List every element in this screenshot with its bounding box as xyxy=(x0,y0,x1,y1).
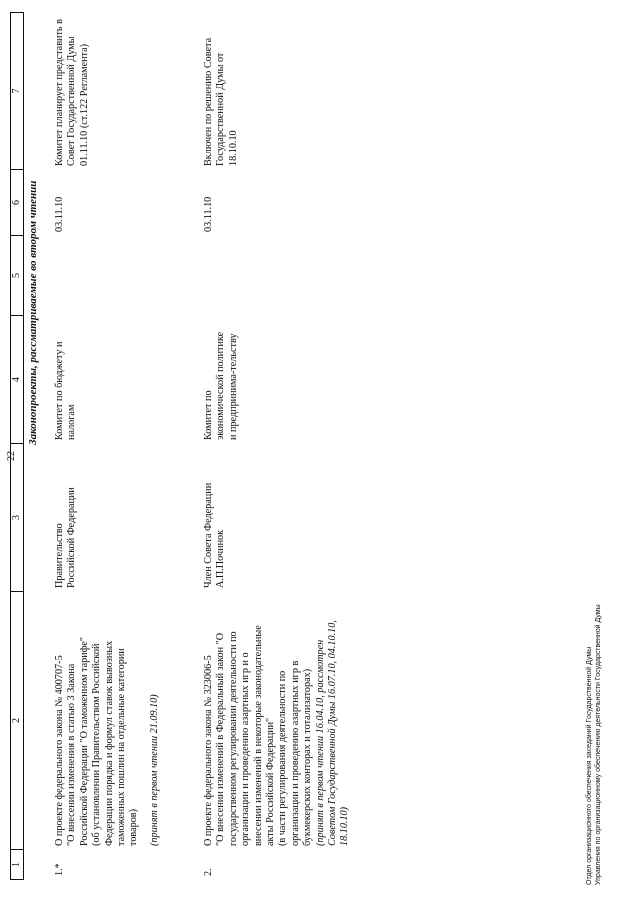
header-col-7: 7 xyxy=(11,88,22,94)
section-title: Законопроекты, рассматриваемые во втором чтении xyxy=(27,180,39,445)
bill-title-line xyxy=(54,614,66,846)
bill-status: (принят в первом чтении 21.09.10) xyxy=(148,694,160,846)
bill-description xyxy=(203,614,352,846)
responsible-committee: Комитет по экономической политике и предпринима-тельству xyxy=(203,331,239,440)
comment: Включен по решению Совета Государственной Думы от 18.10.10 xyxy=(203,37,239,166)
bill-status: (принят в первом чтении 16.04.10, рассмотрен Советом Государственной Думы 16.07.10, 04.10.10, 18.10.10) xyxy=(314,620,351,846)
bill-note: (об установлении Правительством Российской Федерации порядка и формул ставок вывозных таможенных пошлин на отдельные категории товаров) xyxy=(91,640,140,846)
review-date: 03.11.10 xyxy=(54,196,65,232)
footer-line-2: Управления по организационному обеспечению деятельности Государственной Думы xyxy=(595,604,602,885)
page-number: 22 xyxy=(6,451,17,461)
bill-title-prefix: О проекте федерального закона № 400707-5 xyxy=(54,655,65,846)
bill-description xyxy=(54,614,161,846)
bill-note: (в части регулирования деятельности по организации и проведению азартных игр в букмекерских конторах и тотализаторах) xyxy=(277,660,314,846)
bill-title-line: О проекте федерального закона № 323006-5 xyxy=(203,655,214,846)
header-col-6: 6 xyxy=(11,169,23,235)
bill-author: Правительство Российской Федерации xyxy=(54,487,78,588)
review-date: 03.11.10 xyxy=(203,196,214,232)
footer-line-1: Отдел организационного обеспечения заседаний Государственной Думы xyxy=(586,646,593,885)
header-col-5: 5 xyxy=(11,235,23,315)
header-col-3: 3 xyxy=(11,443,23,591)
spacer xyxy=(141,614,149,846)
responsible-committee: Комитет по бюджету и налогам xyxy=(54,341,78,440)
header-col-4: 4 xyxy=(11,315,23,443)
bill-title-body: "О внесении изменения в статью 3 Закона Российской Федерации "О таможенном тарифе" xyxy=(66,636,90,846)
footer xyxy=(585,185,603,885)
comment: Комитет планирует представить в Совет Государственной Думы 01.11.10 (ст.122 Регламента) xyxy=(54,19,90,166)
header-col-2: 2 xyxy=(11,591,23,849)
table-header-row xyxy=(10,12,24,880)
header-col-1: 1 xyxy=(11,849,23,879)
bill-title-body: "О внесении изменений в Федеральный закон "О государственном регулировании деятельности по организации и проведению азартных игр и о внесении изменений в некоторые законодательные акты Российской Федерации" xyxy=(215,625,277,846)
bill-author: Член Совета Федерации А.П.Починок xyxy=(203,482,227,588)
row-number: 2. xyxy=(203,868,214,876)
row-number: 1.* xyxy=(54,863,65,876)
